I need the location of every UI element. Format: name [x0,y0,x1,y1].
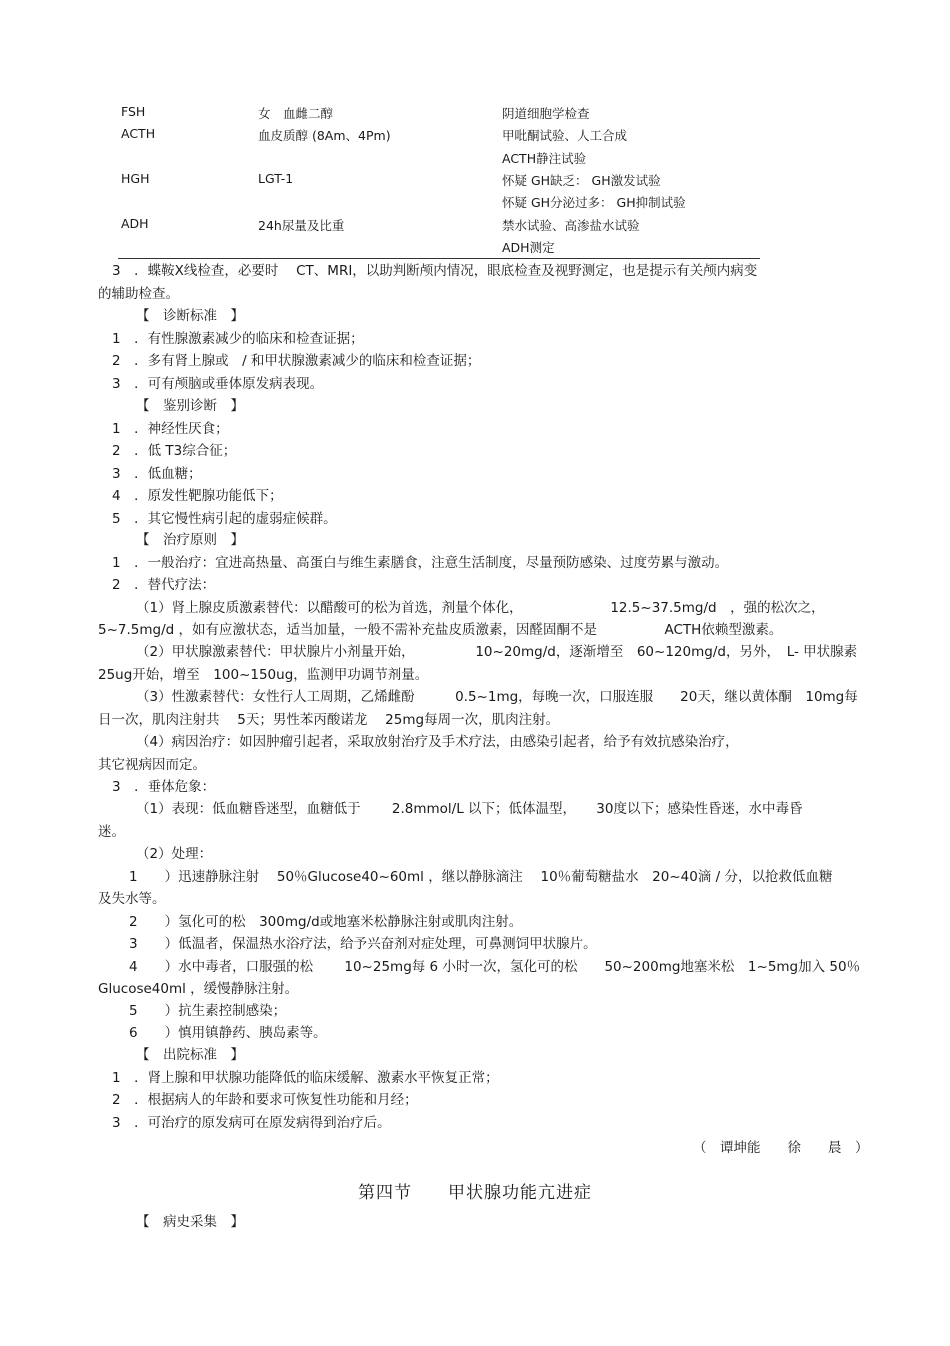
paragraph-line: 4 ）水中毒者，口服强的松 10~25mg每 6 小时一次，氢化可的松 50~200mg地塞米松 1~5mg加入 50％ [129,959,861,975]
paragraph-line: 2 ）氢化可的松 300mg/d或地塞米松静脉注射或肌肉注射。 [129,914,523,930]
hormone-cell: ACTH [121,126,156,141]
paragraph-line: 其它视病因而定。 [98,757,206,773]
paragraph-line: （3）性激素替代：女性行人工周期，乙烯雌酚 0.5~1mg，每晚一次，口服连服 20天，继以黄体酮 10mg每 [136,689,858,705]
dynamic-test-cell: 阴道细胞学检查 [502,106,590,121]
author-credit: （ 谭坤能 徐 晨 ） [693,1140,869,1156]
paragraph-line: 5 ）抗生素控制感染； [129,1003,287,1019]
list-item: 4 ．原发性靶腺功能低下； [112,488,283,504]
list-item: 3 ．垂体危象： [112,779,216,795]
table-row [0,126,950,146]
section-heading: 【 出院标准 】 [136,1047,244,1063]
list-item: 2 ．低 T3综合征； [112,443,237,459]
list-item: 2 ．根据病人的年龄和要求可恢复性功能和月经； [112,1092,418,1108]
hormone-cell: FSH [121,104,146,119]
list-item: 3 ．可有颅脑或垂体原发病表现。 [112,376,324,392]
list-item: 3 ．低血糖； [112,466,202,482]
paragraph-line: 3 ）低温者，保温热水浴疗法，给予兴奋剂对症处理，可鼻测饲甲状腺片。 [129,936,597,952]
dynamic-test-cell: 怀疑 GH分泌过多： GH抑制试验 [502,195,686,210]
table-row [0,171,950,191]
paragraph-line: （4）病因治疗：如因肿瘤引起者，采取放射治疗及手术疗法，由感染引起者，给予有效抗感染治疗， [136,734,739,750]
section-heading: 【 诊断标准 】 [136,308,244,324]
section-heading: 【 病史采集 】 [136,1214,244,1230]
table-row [0,104,950,124]
basal-test-cell: 血皮质醇 (8Am、4Pm) [258,128,391,143]
dynamic-test-cell: 禁水试验、高渗盐水试验 [502,218,640,233]
basal-test-cell: 女 血雌二醇 [258,106,334,121]
paragraph-line: 的辅助检查。 [98,286,179,302]
section-title: 第四节 甲状腺功能亢进症 [358,1183,592,1203]
paragraph-line: 3 ．蝶鞍X线检查，必要时 CT、MRI，以助判断颅内情况，眼底检查及视野测定，也是提示有关颅内病变 [112,263,758,279]
dynamic-test-cell: 甲吡酮试验、人工合成 [502,128,628,143]
paragraph-line: （2）处理： [136,846,213,862]
list-item: 2 ．多有肾上腺或 / 和甲状腺激素减少的临床和检查证据； [112,353,481,369]
paragraph-line: （2）甲状腺激素替代：甲状腺片小剂量开始， 10~20mg/d，逐渐增至 60~120mg/d，另外， L- 甲状腺素 [136,644,858,660]
hormone-cell: ADH [121,216,149,231]
list-item: 1 ．神经性厌食； [112,421,229,437]
basal-test-cell: 24h尿量及比重 [258,218,345,233]
list-item: 1 ．有性腺激素减少的临床和检查证据； [112,331,364,347]
list-item: 5 ．其它慢性病引起的虚弱症候群。 [112,511,337,527]
table-bottom-rule [118,258,760,259]
section-heading: 【 治疗原则 】 [136,532,244,548]
dynamic-test-cell: 怀疑 GH缺乏： GH激发试验 [502,173,661,188]
paragraph-line: 及失水等。 [98,891,166,907]
paragraph-line: （1）肾上腺皮质激素替代：以醋酸可的松为首选，剂量个体化， 12.5~37.5mg/d ，强的松次之， [136,600,825,616]
paragraph-line: 日一次，肌肉注射共 5天；男性苯丙酸诺龙 25mg每周一次，肌肉注射。 [98,712,560,728]
paragraph-line: 25ug开始，增至 100~150ug，监测甲功调节剂量。 [98,667,429,683]
table-row [0,238,950,258]
paragraph-line: 迷。 [98,824,125,840]
paragraph-line: 6 ）慎用镇静药、胰岛素等。 [129,1025,327,1041]
paragraph-line: （1）表现：低血糖昏迷型，血糖低于 2.8mmol/L 以下；低体温型， 30度以下；感染性昏迷，水中毒昏 [136,801,803,817]
basal-test-cell: LGT-1 [258,171,294,186]
dynamic-test-cell: ADH测定 [502,240,555,255]
list-item: 3 ．可治疗的原发病可在原发病得到治疗后。 [112,1115,391,1131]
paragraph-line: 5~7.5mg/d ，如有应激状态，适当加量，一般不需补充盐皮质激素，因醛固酮不是 ACTH依赖型激素。 [98,622,783,638]
paragraph-line: 1 ）迅速静脉注射 50％Glucose40~60ml ，继以静脉滴注 10％葡萄糖盐水 20~40滴 / 分，以抢救低血糖 [129,869,833,885]
list-item: 1 ．肾上腺和甲状腺功能降低的临床缓解、激素水平恢复正常； [112,1070,499,1086]
paragraph-line: Glucose40ml ，缓慢静脉注射。 [98,981,299,997]
list-item: 1 ．一般治疗：宜进高热量、高蛋白与维生素膳食，注意生活制度，尽量预防感染、过度劳累与激动。 [112,555,729,571]
table-row [0,216,950,236]
dynamic-test-cell: ACTH静注试验 [502,151,587,166]
section-heading: 【 鉴别诊断 】 [136,398,244,414]
table-row [0,193,950,213]
hormone-cell: HGH [121,171,150,186]
table-row [0,149,950,169]
list-item: 2 ．替代疗法： [112,577,216,593]
